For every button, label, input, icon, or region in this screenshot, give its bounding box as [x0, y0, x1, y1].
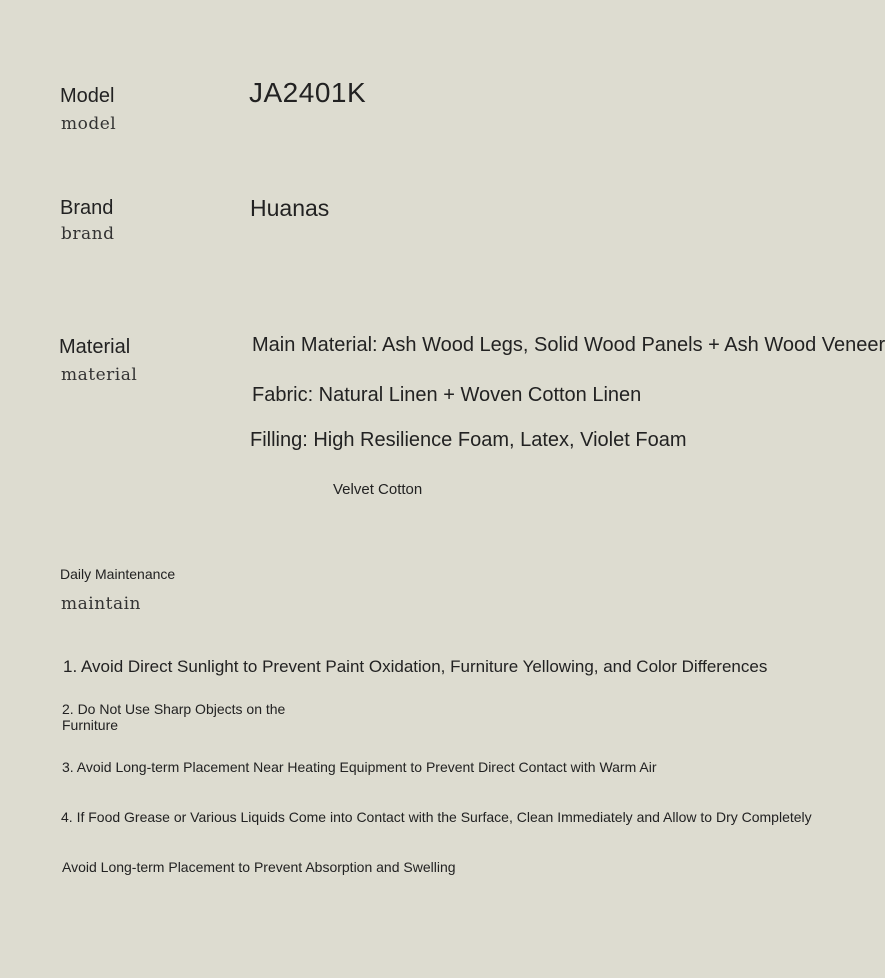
maintenance-item-1: 1. Avoid Direct Sunlight to Prevent Paint Oxidation, Furniture Yellowing, and Color Differences	[63, 657, 768, 676]
maintenance-item-5: Avoid Long-term Placement to Prevent Absorption and Swelling	[62, 859, 456, 875]
maintenance-item-2: 2. Do Not Use Sharp Objects on the	[62, 701, 286, 717]
maintenance-item-4: 4. If Food Grease or Various Liquids Come into Contact with the Surface, Clean Immediately and Allow to Dry Completely	[61, 809, 812, 825]
maintenance-label: Daily Maintenance	[60, 566, 176, 582]
maintenance-sub-label: maintain	[61, 594, 141, 614]
brand-sub-label: brand	[61, 224, 115, 244]
model-value: JA2401K	[249, 77, 367, 108]
material-sub-label: material	[61, 365, 138, 385]
fabric-line: Fabric: Natural Linen + Woven Cotton Linen	[252, 384, 642, 406]
brand-value: Huanas	[250, 195, 330, 221]
filling-line: Filling: High Resilience Foam, Latex, Violet Foam	[250, 429, 687, 451]
model-label: Model	[60, 85, 115, 107]
model-sub-label: model	[61, 114, 117, 134]
velvet-cotton-line: Velvet Cotton	[333, 481, 423, 498]
maintenance-item-3: 3. Avoid Long-term Placement Near Heating Equipment to Prevent Direct Contact with Warm Air	[62, 759, 657, 775]
material-label: Material	[59, 336, 131, 358]
maintenance-item-2-cont: Furniture	[62, 717, 119, 733]
brand-label: Brand	[60, 197, 114, 219]
main-material-line: Main Material: Ash Wood Legs, Solid Wood Panels + Ash Wood Veneer	[252, 334, 885, 356]
